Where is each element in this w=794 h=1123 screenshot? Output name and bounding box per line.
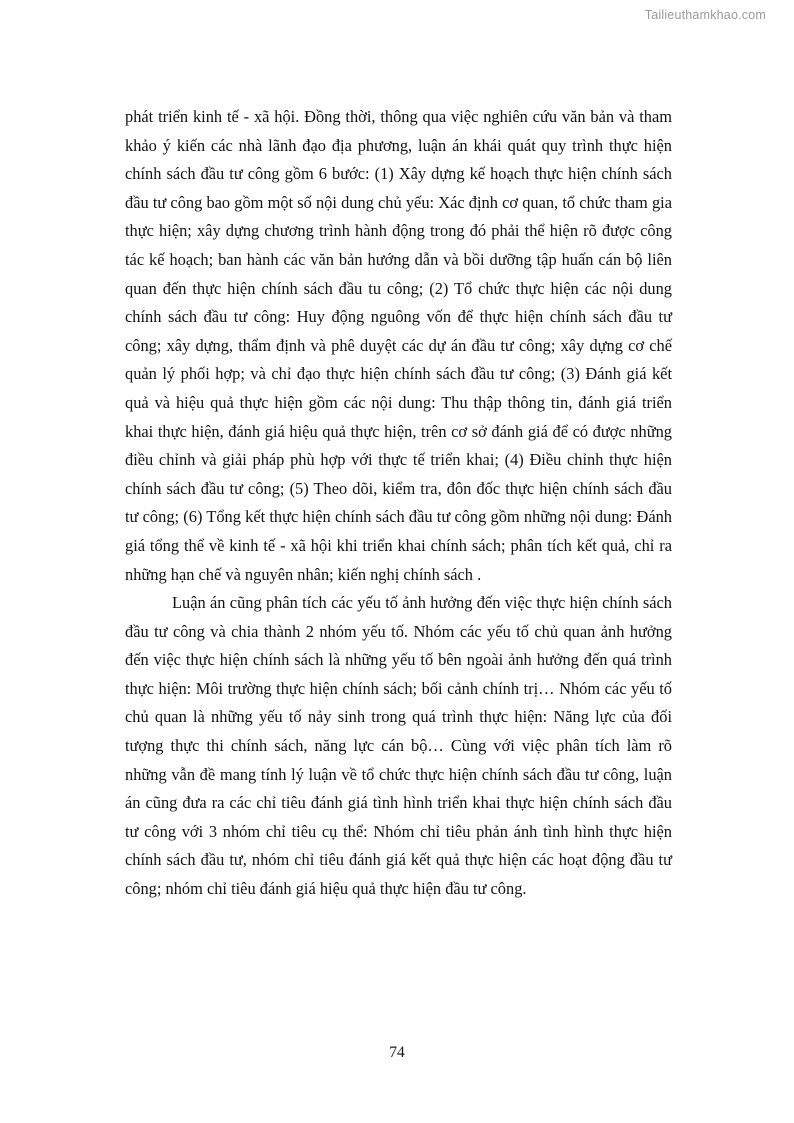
body-paragraph-2: Luận án cũng phân tích các yếu tố ảnh hưởng đến việc thực hiện chính sách đầu tư công và chia thành 2 nhóm yếu tố. Nhóm các yếu tố chủ quan ảnh hưởng đến việc thực hiện chính sách là những yếu tố bên ngoài ảnh hưởng đến quá trình thực hiện: Môi trường thực hiện chính sách; bối cảnh chính trị… Nhóm các yếu tố chủ quan là những yếu tố nảy sinh trong quá trình thực hiện: Năng lực của đối tượng thực thi chính sách, năng lực cán bộ… Cùng với việc phân tích làm rõ những vẫn đề mang tính lý luận về tổ chức thực hiện chính sách đầu tư công, luận án cũng đưa ra các chỉ tiêu đánh giá tình hình triển khai thực hiện chính sách đầu tư công với 3 nhóm chỉ tiêu cụ thể: Nhóm chỉ tiêu phản ánh tình hình thực hiện chính sách đầu tư, nhóm chỉ tiêu đánh giá kết quả thực hiện các hoạt động đầu tư công; nhóm chỉ tiêu đánh giá hiệu quả thực hiện đầu tư công. bbox=[125, 593, 672, 899]
watermark-label: Tailieuthamkhao.com bbox=[644, 8, 766, 22]
body-paragraph-1: phát triển kinh tế - xã hội. Đồng thời, thông qua việc nghiên cứu văn bản và tham khảo ý kiến các nhà lãnh đạo địa phương, luận án khái quát quy trình thực hiện chính sách đầu tư công gồm 6 bước: (1) Xây dựng kế hoạch thực hiện chính sách đầu tư công bao gồm một số nội dung chủ yếu: Xác định cơ quan, tổ chức tham gia thực hiện; xây dựng chương trình hành động trong đó phải thể hiện rõ được công tác kế hoạch; ban hành các văn bản hướng dẫn và bồi dưỡng tập huấn cán bộ liên quan đến thực hiện chính sách đầu tu công; (2) Tổ chức thực hiện các nội dung chính sách đầu tư công: Huy động nguông vốn để thực hiện chính sách đầu tư công; xây dựng, thẩm định và phê duyệt các dự án đầu tư công; xây dựng cơ chế quản lý phối hợp; và chỉ đạo thực hiện chính sách đầu tư công; (3) Đánh giá kết quả và hiệu quả thực hiện gồm các nội dung: Thu thập thông tin, đánh giá triển khai thực hiện, đánh giá hiệu quả thực hiện, trên cơ sở đánh giá để có được những điều chỉnh và giải pháp phù hợp với thực tế triển khai; (4) Điều chỉnh thực hiện chính sách đầu tư công; (5) Theo dõi, kiểm tra, đôn đốc thực hiện chính sách đầu tư công; (6) Tổng kết thực hiện chính sách đầu tư công gồm những nội dung: Đánh giá tổng thể về kinh tế - xã hội khi triển khai chính sách; phân tích kết quả, chỉ ra những hạn chế và nguyên nhân; kiến nghị chính sách . bbox=[125, 107, 672, 584]
page-body-text bbox=[125, 103, 672, 904]
page-number: 74 bbox=[389, 1044, 405, 1061]
